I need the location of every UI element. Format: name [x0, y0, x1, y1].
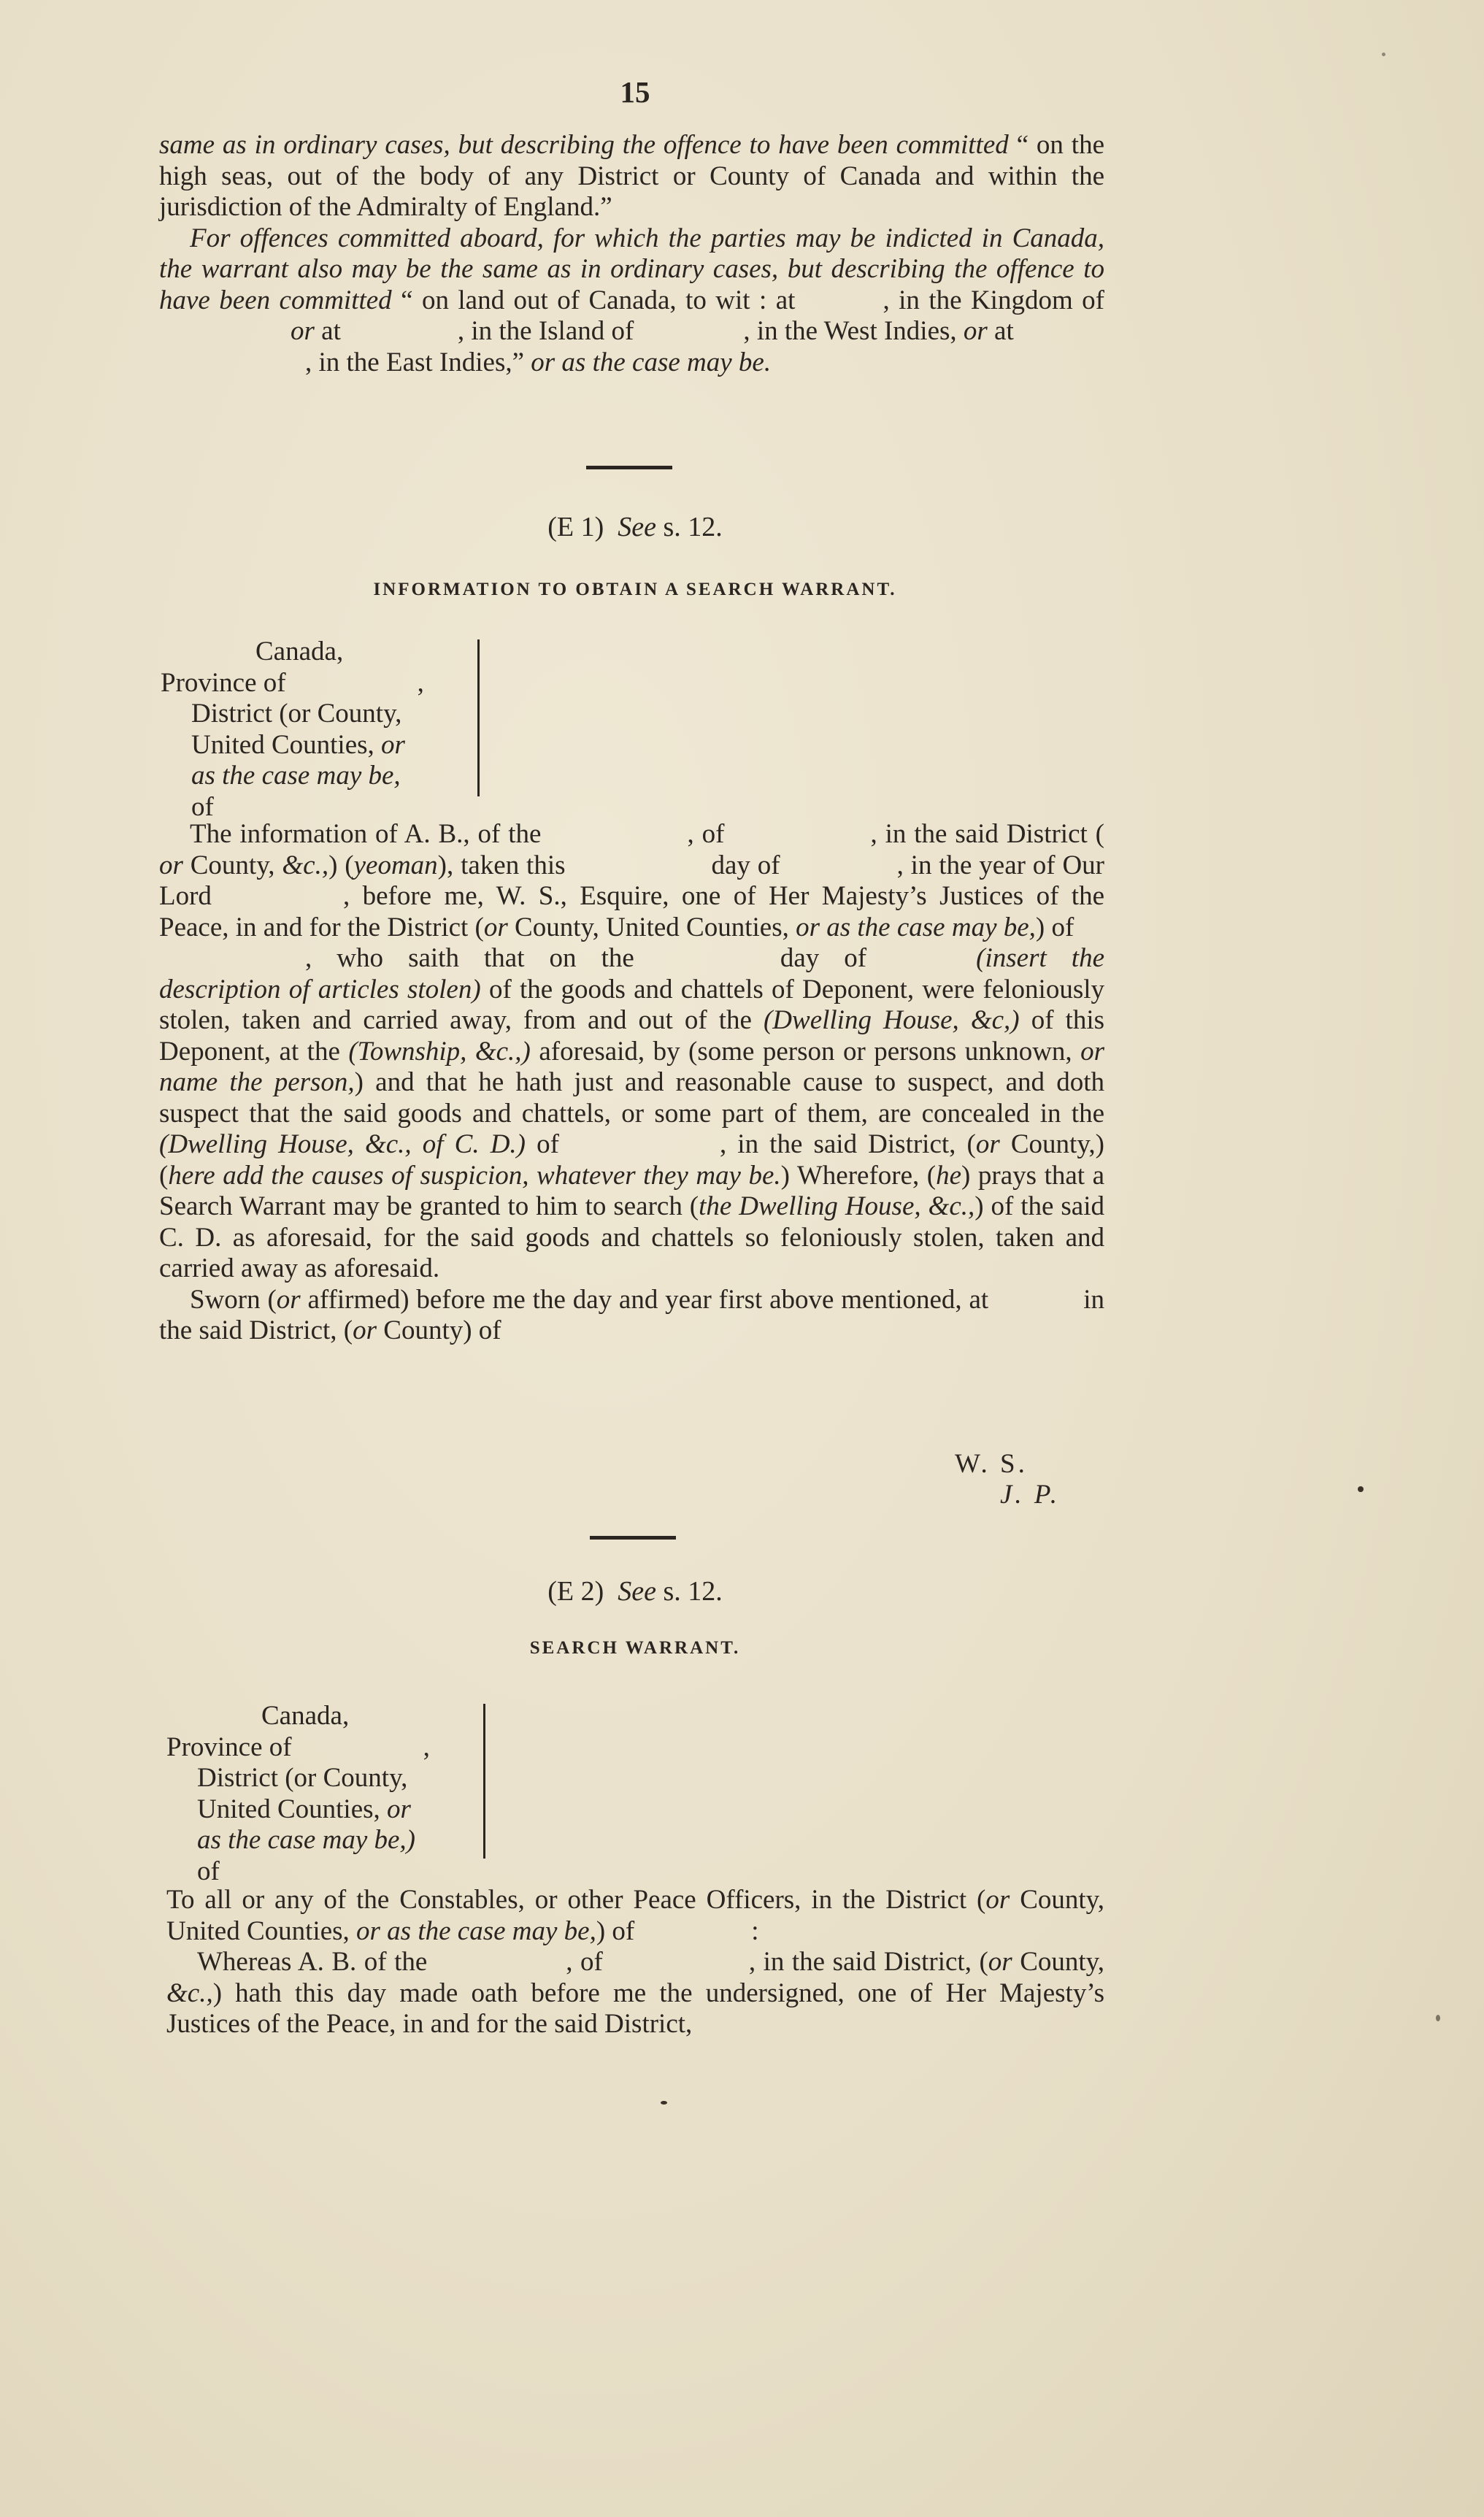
venue-text: United Counties, — [197, 1794, 380, 1824]
body-text: or as the case may be, — [796, 912, 1036, 942]
body-text: County, — [190, 850, 275, 880]
italic-text: same as in ordinary cases, but describing the offence to have been committed — [159, 130, 1009, 160]
body-text: or name the person, — [159, 1036, 1105, 1097]
body-text: , before me, W. S., Esquire, one of Her Majesty’s Justices of the Peace, in and for the District ( — [159, 881, 1104, 942]
venue-brace — [467, 1704, 485, 1859]
section-divider — [586, 466, 672, 469]
paper-speck — [1382, 53, 1385, 56]
body-text: or — [276, 1284, 301, 1315]
page-number: 15 — [620, 75, 650, 109]
paragraph-text: “ on land out of Canada, to wit : at — [401, 285, 796, 315]
paragraph-text: , in the Kingdom of — [883, 285, 1104, 315]
body-text: &c., — [166, 1978, 213, 2008]
venue-brace — [461, 639, 480, 796]
venue-line — [166, 1794, 430, 1826]
paper-speck — [1358, 1486, 1364, 1492]
venue-line: District (or County, — [197, 1763, 408, 1793]
body-text: County, United Counties, — [515, 912, 789, 942]
body-text: ) and that he hath just and reasonable cause to suspect, and doth suspect that the said goods and chattels, or some part of them, are concealed in the — [159, 1067, 1104, 1129]
body-text: day of — [711, 850, 780, 880]
paragraph-text: , in the West Indies, — [743, 316, 957, 346]
italic-text: or — [963, 316, 988, 346]
body-text: Whereas A. B. of the — [197, 1947, 428, 1977]
venue-line: as the case may be, — [191, 761, 401, 791]
venue-text: , — [417, 667, 424, 698]
section-heading-e2 — [0, 1575, 1270, 1607]
venue-text: United Counties, — [191, 729, 374, 760]
paper-speck — [661, 2101, 667, 2105]
venue-line — [166, 1732, 430, 1764]
body-text: ) hath this day made oath before me the undersigned, one of Her Majesty’s Justices of the Peace, in and for the said District, — [166, 1978, 1104, 2039]
paragraph-text: , in the Island of — [457, 316, 634, 346]
address-paragraph — [166, 1885, 1104, 1947]
venue-block-e2 — [166, 1701, 430, 1887]
signature-title: J. P. — [1000, 1480, 1061, 1510]
paper-speck — [1436, 2015, 1440, 2021]
body-text: , of — [687, 819, 725, 849]
venue-text: , — [423, 1732, 430, 1762]
italic-text: or — [291, 316, 315, 346]
section-divider — [590, 1536, 676, 1540]
body-text: here add the causes of suspicion, whatever they may be. — [168, 1160, 781, 1191]
body-text: County,) ( — [159, 1129, 1105, 1191]
paragraph-offences-aboard — [159, 223, 1104, 379]
body-text: County) of — [383, 1315, 501, 1345]
body-text: of — [537, 1129, 559, 1159]
venue-line — [161, 668, 424, 699]
paragraph-text: at — [994, 316, 1014, 346]
section-title-e2: SEARCH WARRANT. — [529, 1638, 741, 1658]
venue-line: Canada, — [261, 1701, 350, 1731]
signature-name: W. S. — [955, 1449, 1028, 1479]
body-text: or — [975, 1129, 1000, 1159]
venue-line — [161, 730, 424, 761]
body-text: or as the case may be, — [356, 1915, 596, 1946]
body-text: The information of A. B., of the — [190, 819, 542, 849]
venue-line: Canada, — [255, 637, 344, 666]
italic-text: For offences committed aboard, for which the parties may be indicted in Canada, the warrant also may be the same as in ordinary cases, but describing the offence to have been committed — [159, 223, 1104, 315]
heading-see: See — [618, 512, 656, 542]
venue-line: of — [197, 1856, 220, 1886]
body-text: ) ( — [328, 850, 354, 880]
body-text: , in the said District ( — [870, 819, 1104, 849]
information-paragraph — [159, 819, 1104, 1285]
body-text: or — [985, 1885, 1010, 1915]
body-text: ) prays that a Search Warrant may be granted to him to search ( — [159, 1160, 1104, 1221]
body-text: ) Wherefore, ( — [780, 1160, 937, 1191]
venue-text: Province of — [166, 1732, 292, 1762]
paragraph-admiralty — [159, 130, 1104, 223]
body-text: , who saith that on the — [305, 943, 634, 973]
body-text: (Dwelling House, &c., of C. D.) — [159, 1129, 526, 1159]
venue-line: as the case may be,) — [197, 1825, 415, 1855]
heading-ref: s. 12. — [663, 1576, 723, 1607]
section-title-e1: INFORMATION TO OBTAIN A SEARCH WARRANT. — [373, 580, 897, 599]
section-heading-e1 — [0, 511, 1270, 543]
body-text: of this Deponent, at the — [159, 1005, 1105, 1067]
body-text: in the said District, ( — [159, 1284, 1104, 1345]
body-text: or — [159, 850, 183, 880]
body-text: yeoman — [353, 850, 438, 880]
venue-text: or — [387, 1794, 411, 1824]
venue-text: Province of — [161, 667, 286, 698]
body-text: , in the said District, ( — [719, 1129, 976, 1159]
venue-text: or — [381, 729, 405, 760]
venue-block-e1 — [161, 637, 424, 823]
body-text: To all or any of the Constables, or other Peace Officers, in the District ( — [166, 1885, 986, 1915]
body-text: the Dwelling House, &c., — [699, 1191, 975, 1221]
body-text: (insert the description of articles stolen) — [159, 943, 1104, 1004]
heading-code: (E 1) — [547, 512, 604, 542]
body-text: County, — [1020, 1947, 1105, 1977]
body-e1 — [159, 819, 1104, 1347]
body-text: ) of — [1035, 912, 1074, 942]
body-text: ) of the said C. D. as aforesaid, for the said goods and chattels so feloniously stolen, taken and carried away as aforesaid. — [159, 1191, 1105, 1283]
body-text: , in the said District, ( — [748, 1947, 988, 1977]
body-text: of the goods and chattels of Deponent, were feloniously stolen, taken and carried away, from and out of the — [159, 974, 1105, 1035]
body-text: , in the year of Our Lord — [159, 850, 1105, 911]
body-text: &c., — [282, 850, 329, 880]
body-e2 — [166, 1885, 1104, 2040]
body-text: (Township, &c.,) — [348, 1036, 531, 1067]
paragraph-text: at — [321, 316, 341, 346]
body-text: aforesaid, by (some person or persons unknown, — [539, 1036, 1072, 1067]
body-text: , of — [566, 1947, 603, 1977]
paragraph-text: , in the East Indies,” — [305, 347, 525, 377]
heading-code: (E 2) — [547, 1576, 604, 1607]
body-text: ) of — [596, 1915, 635, 1946]
heading-ref: s. 12. — [663, 512, 723, 542]
venue-line: District (or County, — [191, 699, 402, 729]
italic-text: or as the case may be. — [531, 347, 772, 377]
paragraph-text: “ on the high seas, out of the body of any District or County of Canada and within the jurisdiction of the Admiralty of England.” — [159, 130, 1105, 222]
body-text: or — [353, 1315, 377, 1345]
heading-see: See — [618, 1576, 656, 1607]
body-text: he — [936, 1160, 962, 1191]
sworn-paragraph — [159, 1285, 1104, 1347]
top-continuation — [159, 130, 1104, 378]
body-text: County, United Counties, — [166, 1885, 1104, 1946]
body-text: or — [988, 1947, 1012, 1977]
venue-line: of — [191, 791, 214, 822]
body-text: (Dwelling House, &c,) — [763, 1005, 1020, 1035]
body-text: or — [483, 912, 508, 942]
whereas-paragraph — [166, 1947, 1104, 2040]
body-text: day of — [780, 943, 867, 973]
body-text: : — [751, 1915, 759, 1946]
body-text: ), taken this — [437, 850, 566, 880]
body-text: Sworn ( — [190, 1284, 277, 1315]
body-text: affirmed) before me the day and year first above mentioned, at — [307, 1284, 989, 1315]
